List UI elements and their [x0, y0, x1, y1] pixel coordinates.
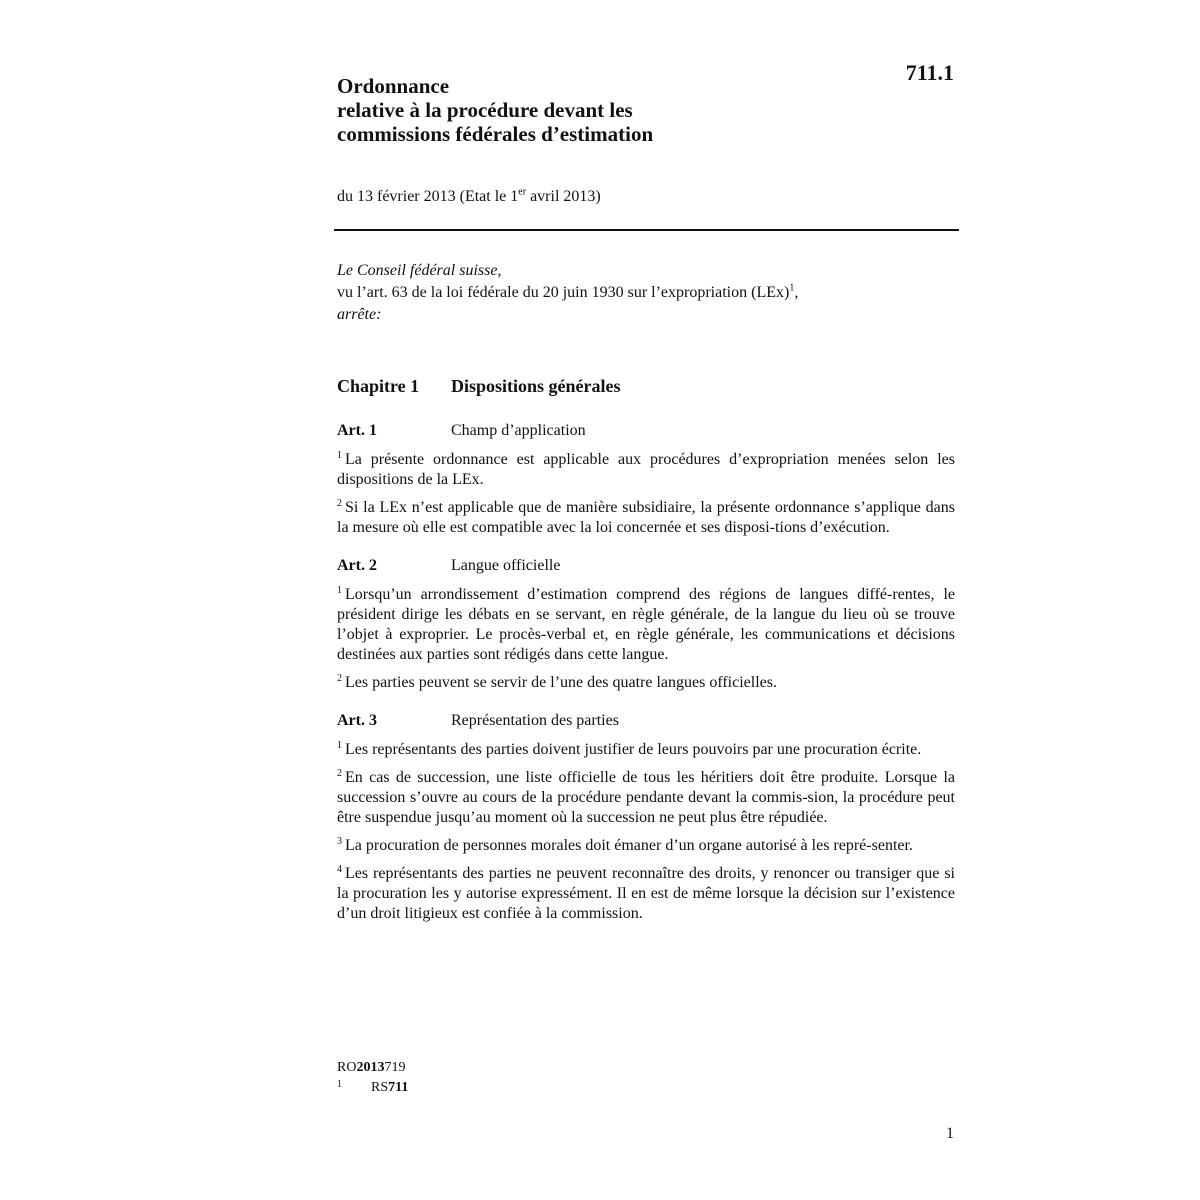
document-body — [337, 374, 955, 942]
article-paragraph — [337, 673, 955, 693]
chapter-heading — [337, 374, 955, 398]
article-paragraph — [337, 864, 955, 924]
date-line — [337, 188, 601, 206]
preamble-basis-text: vu l’art. 63 de la loi fédérale du 20 juin 1930 sur l’expropriation (LEx) — [337, 284, 790, 301]
article-2 — [337, 556, 955, 693]
chapter-title: Dispositions générales — [451, 376, 621, 396]
sr-number: 711.1 — [905, 60, 954, 85]
title-line: relative à la procédure devant les — [337, 98, 633, 122]
paragraph-number: 2 — [337, 672, 342, 684]
footnote-1 — [337, 1078, 408, 1098]
date-suffix: avril 2013) — [526, 188, 601, 205]
document-title — [337, 74, 877, 146]
article-paragraph — [337, 836, 955, 856]
paragraph-text: Lorsqu’un arrondissement d’estimation comprend des régions de langues diffé-rentes, le président dirige les débats en se servant, en règle générale, de la langue du lieu où se trouve l’objet à exproprier. Le procès-verbal et, en règle générale, les communications et décisions destinées aux parties sont rédigés dans cette langue. — [337, 586, 955, 663]
article-paragraph — [337, 498, 955, 538]
rs-prefix: RS — [371, 1080, 389, 1095]
article-paragraph — [337, 450, 955, 490]
article-number: Art. 3 — [337, 712, 377, 729]
article-title: Champ d’application — [451, 422, 586, 439]
preamble-basis-end: , — [794, 284, 799, 301]
paragraph-number: 2 — [337, 767, 342, 779]
paragraph-text: Les parties peuvent se servir de l’une des quatre langues officielles. — [345, 674, 777, 691]
paragraph-number: 4 — [337, 863, 342, 875]
article-heading — [337, 711, 955, 731]
date-prefix: du 13 février 2013 (Etat le 1 — [337, 188, 519, 205]
preamble-decree: arrête: — [337, 306, 382, 323]
paragraph-text: Les représentants des parties ne peuvent reconnaître des droits, y renoncer ou transiger que si la procuration les y autorise expressément. Il en est de même lorsque la décision sur l’existence d’un droit litigieux est confiée à la commission. — [337, 865, 955, 922]
article-title: Langue officielle — [451, 557, 561, 574]
chapter-number: Chapitre 1 — [337, 376, 420, 396]
article-paragraph — [337, 585, 955, 665]
article-paragraph — [337, 740, 955, 760]
paragraph-number: 2 — [337, 497, 342, 509]
article-paragraph — [337, 768, 955, 828]
ro-year: 2013 — [356, 1060, 385, 1075]
paragraph-number: 1 — [337, 449, 342, 461]
date-superscript: er — [518, 186, 527, 198]
paragraph-number: 3 — [337, 835, 342, 847]
paragraph-text: Les représentants des parties doivent justifier de leurs pouvoirs par une procuration écrite. — [345, 741, 922, 758]
preamble — [337, 260, 957, 326]
article-heading — [337, 556, 955, 576]
footnote-mark: 1 — [337, 1079, 342, 1090]
article-number: Art. 2 — [337, 557, 377, 574]
paragraph-text: La présente ordonnance est applicable aux procédures d’expropriation menées selon les dispositions de la LEx. — [337, 451, 955, 488]
preamble-authority: Le Conseil fédéral suisse, — [337, 262, 502, 279]
ro-prefix: RO — [337, 1060, 357, 1075]
paragraph-text: La procuration de personnes morales doit émaner d’un organe autorisé à les repré-senter. — [345, 837, 913, 854]
footnote-ro — [337, 1058, 408, 1078]
article-title: Représentation des parties — [451, 712, 619, 729]
paragraph-text: En cas de succession, une liste officielle de tous les héritiers doit être produite. Lorsque la succession s’ouvre au cours de la procédure pendante devant la commis-sion, la procédure peut être suspendue jusqu’au moment où la succession ne peut plus être répudiée. — [337, 769, 955, 826]
paragraph-number: 1 — [337, 739, 342, 751]
rs-number: 711 — [388, 1080, 409, 1095]
ro-page: 719 — [384, 1060, 406, 1075]
paragraph-number: 1 — [337, 584, 342, 596]
title-rule — [334, 229, 959, 231]
article-1 — [337, 421, 955, 538]
footnote-reference[interactable]: 1 — [789, 282, 795, 294]
page-number: 1 — [946, 1125, 954, 1142]
title-line: commissions fédérales d’estimation — [337, 122, 654, 146]
footnotes — [337, 1058, 408, 1098]
article-3 — [337, 711, 955, 924]
article-heading — [337, 421, 955, 441]
title-line: Ordonnance — [337, 74, 450, 98]
paragraph-text: Si la LEx n’est applicable que de manière subsidiaire, la présente ordonnance s’applique dans la mesure où elle est compatible avec la loi concernée et ses disposi-tions d’exécution. — [337, 499, 955, 536]
article-number: Art. 1 — [337, 422, 377, 439]
preamble-basis — [337, 282, 957, 304]
